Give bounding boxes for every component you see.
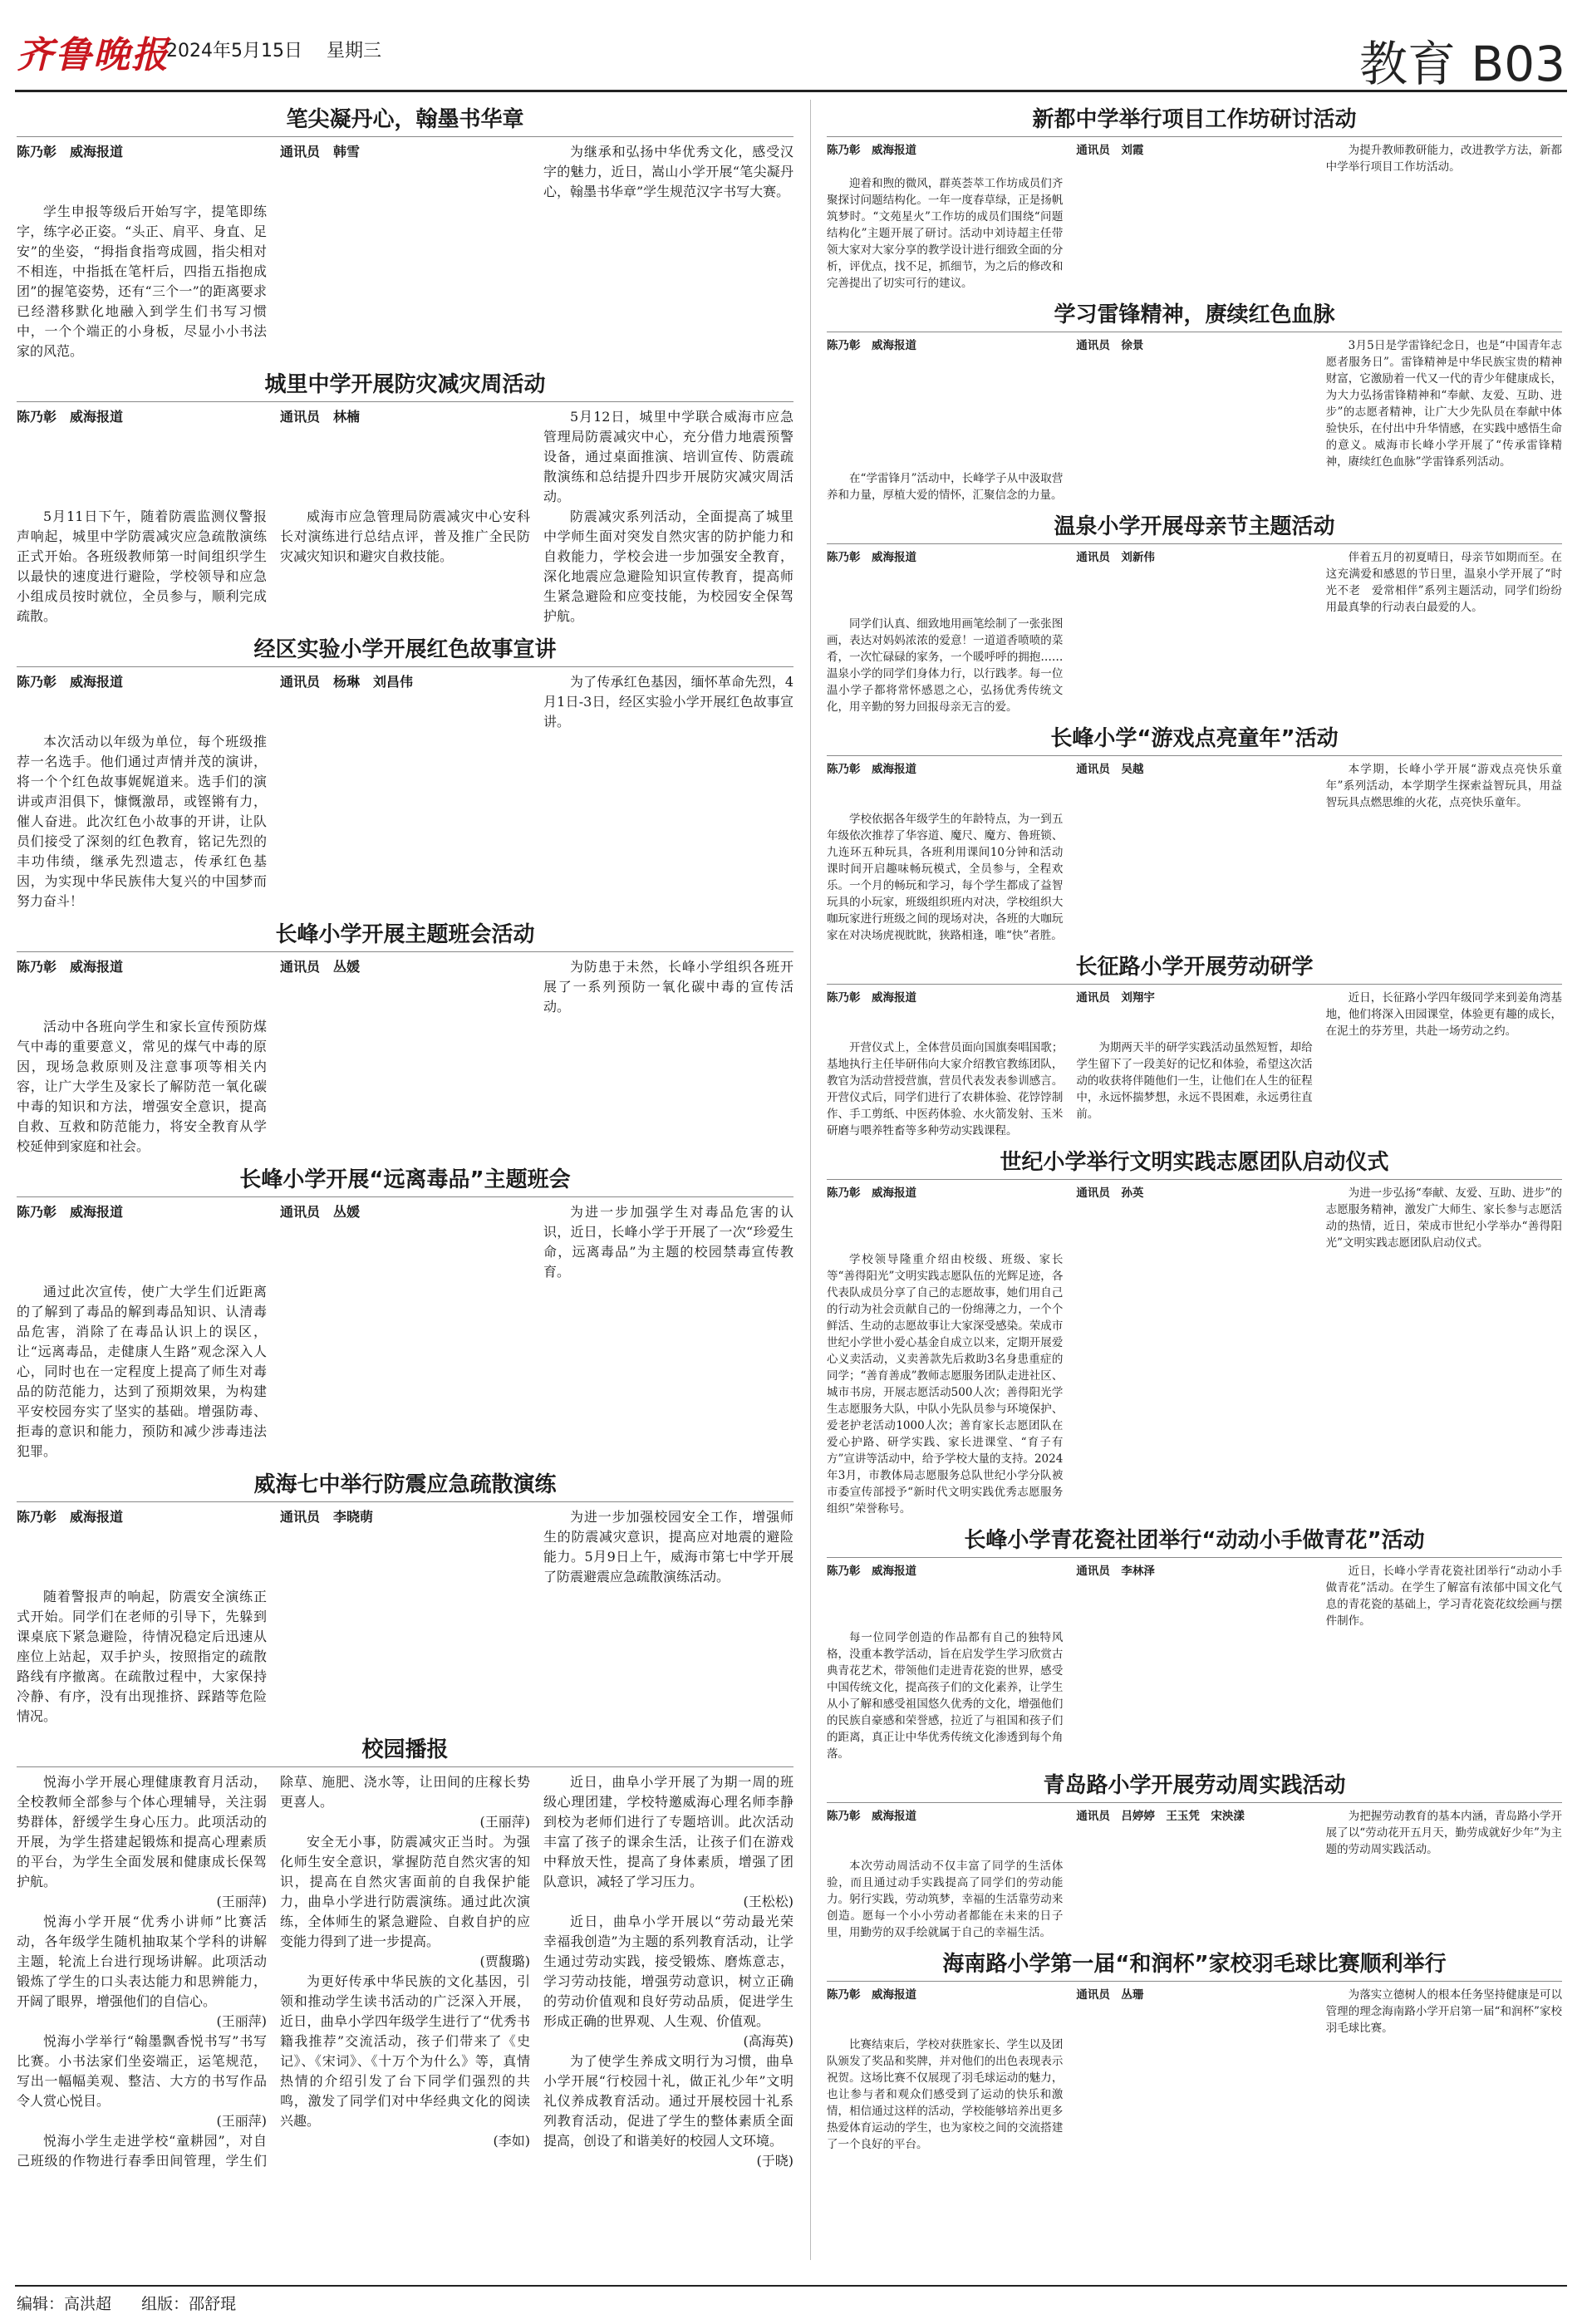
article bbox=[827, 1948, 1562, 2153]
article-title: 长峰小学开展“远离毒品”主题班会 bbox=[17, 1163, 793, 1197]
byline: 陈乃彰 威海报道 bbox=[827, 339, 916, 352]
paragraph: 5月12日，城里中学联合威海市应急管理局防震减灾中心，充分借力地震预警设备，通过桌面推演、培训宣传、防震疏散演练和总结提升四步开展防灾减灾周活动。 bbox=[543, 409, 793, 504]
note-item: 悦海小学举行“翰墨飘香悦书写”书写比赛。小书法家们坐姿端正，运笔规范，写出一幅幅美观、整洁、大方的书写作品令人赏心悦目。 bbox=[17, 2033, 267, 2109]
article-body bbox=[827, 1987, 1562, 2153]
article-title: 长征路小学开展劳动研学 bbox=[827, 951, 1562, 985]
note-item: 近日，曲阜小学开展以“劳动最光荣 幸福我创造”为主题的系列教育活动，让学生通过劳动实践，接受锻炼、磨炼意志，学习劳动技能，增强劳动意识，树立正确的劳动价值观和良好劳动品质，促进学生形成正确的世界观、人生观、价值观。 bbox=[543, 1914, 808, 2029]
article-body bbox=[17, 1202, 793, 1462]
article-title: 世纪小学举行文明实践志愿团队启动仪式 bbox=[827, 1146, 1562, 1180]
notes-body bbox=[17, 1772, 808, 2171]
byline: 陈乃彰 威海报道 bbox=[17, 1509, 124, 1525]
paragraph: 比赛结束后，学校对获胜家长、学生以及团队颁发了奖品和奖牌，并对他们的出色表现表示祝贺。这场比赛不仅展现了羽毛球运动的魅力，也让参与者和观众们感受到了运动的快乐和激情，相信通过这样的活动，学校能够培养出更多热爱体育运动的学生，也为家校之间的交流搭建了一个良好的平台。 bbox=[827, 2038, 1064, 2151]
campus-notes bbox=[17, 1733, 808, 2171]
paragraph: 为了传承红色基因，缅怀革命先烈，4月1日-3日，经区实验小学开展红色故事宣讲。 bbox=[543, 674, 793, 730]
article-title: 经区实验小学开展红色故事宣讲 bbox=[17, 633, 793, 667]
left-column bbox=[17, 103, 808, 2178]
byline: 陈乃彰 威海报道 bbox=[827, 144, 916, 157]
byline: 陈乃彰 威海报道 bbox=[827, 551, 916, 564]
note-author: (李如) bbox=[493, 2133, 530, 2149]
article bbox=[17, 1163, 793, 1462]
paragraph: 每一位同学创造的作品都有自己的独特风格，没重本教学活动，旨在启发学生学习欣赏古典青花艺术，带领他们走进青花瓷的世界，感受中国传统文化，提高孩子们的文化素养，让学生从小了解和感受祖国悠久优秀的文化，增强他们的民族自豪感和荣誉感，拉近了与祖国和孩子们的距离，真正让中华优秀传统文化渗透到每个角落。 bbox=[827, 1631, 1064, 1761]
note-item: 为更好传承中华民族的文化基因，引领和推动学生读书活动的广泛深入开展，近日，曲阜小学四年级学生进行了“优秀书籍我推荐”交流活动，孩子们带来了《史记》、《宋词》、《十万个为什么》等，真情热情的介绍引发了台下同学们强烈的共鸣，激发了同学们对中华经典文化的阅读兴趣。 bbox=[280, 1973, 530, 2129]
paragraph: 为进一步加强校园安全工作，增强师生的防震减灾意识，提高应对地震的避险能力。5月9日上午，威海市第七中学开展了防震避震应急疏散演练活动。 bbox=[543, 1509, 793, 1585]
paragraph: 伴着五月的初夏晴日，母亲节如期而至。在这充满爱和感恩的节日里，温泉小学开展了“时光不老 爱常相伴”系列主题活动，同学们纷纷用最真挚的行动表白最爱的人。 bbox=[1325, 551, 1562, 614]
note-author: (王丽萍) bbox=[216, 1894, 267, 1909]
byline: 陈乃彰 威海报道 bbox=[827, 1565, 916, 1578]
byline: 陈乃彰 威海报道 bbox=[827, 763, 916, 776]
column-divider bbox=[810, 100, 811, 2260]
article bbox=[17, 633, 793, 911]
byline: 陈乃彰 威海报道 bbox=[827, 991, 916, 1005]
byline: 通讯员 丛媛 bbox=[280, 1204, 361, 1220]
paragraph: 学校依据各年级学生的年龄特点，为一到五年级依次推荐了华容道、魔尺、魔方、鲁班锁、九连环五种玩具，各班利用课间10分钟和活动课时间开启趣味畅玩模式，全员参与，全程欢乐。一个月的畅玩和学习，每个学生都成了益智玩具的小玩家，班级组织班内对决，学校组织大咖玩家进行班级之间的现场对决，各班的大咖玩家在对决场虎视眈眈，狭路相逢，唯“快”者胜。 bbox=[827, 813, 1064, 942]
article-body bbox=[827, 1185, 1562, 1517]
paragraph: 迎着和煦的微风，群英荟萃工作坊成员们齐聚探讨问题结构化。一年一度春草绿，正是扬帆筑梦时。“文苑星火”工作坊的成员们围绕“问题结构化”主题开展了研讨。活动中刘诗超主任带领大家对大家分享的教学设计进行细致全面的分析，评优点，找不足，抓细节，为之后的修改和完善提出了切实可行的建议。 bbox=[827, 177, 1064, 290]
paragraph: 近日，长征路小学四年级同学来到姜角湾基地，他们将深入田园课堂，体验更有趣的成长，在泥土的芬芳里，共赴一场劳动之约。 bbox=[1325, 991, 1562, 1038]
byline: 通讯员 韩雪 bbox=[280, 144, 361, 160]
article-body bbox=[827, 142, 1562, 292]
paragraph: 为落实立德树人的根本任务坚持健康是可以管理的理念海南路小学开启第一届“和润杯”家校羽毛球比赛。 bbox=[1325, 1988, 1562, 2035]
paragraph: 为期两天半的研学实践活动虽然短暂，却给学生留下了一段美好的记忆和体验，希望这次活动的收获将伴随他们一生，让他们在人生的征程中，永远怀揣梦想，永远不畏困难，永远勇往直前。 bbox=[1076, 1041, 1313, 1121]
note-item: 悦海小学开展心理健康教育月活动，全校教师全部参与个体心理辅导，关注弱势群体，舒缓学生身心压力。此项活动的开展，为学生搭建起锻炼和提高心理素质的平台，为学生全面发展和健康成长保驾护航。 bbox=[17, 1774, 267, 1889]
article-body bbox=[827, 549, 1562, 715]
article-title: 长峰小学开展主题班会活动 bbox=[17, 918, 793, 952]
note-item: 近日，曲阜小学开展了为期一周的班级心理团建，学校特邀威海心理名师李静到校为老师们进行了专题培训。此次活动丰富了孩子的课余生活，让孩子们在游戏中释放天性，提高了身体素质，增强了团队意识，减轻了学习压力。 bbox=[543, 1774, 793, 1889]
article bbox=[827, 298, 1562, 504]
article bbox=[827, 510, 1562, 715]
article bbox=[827, 1524, 1562, 1762]
byline: 陈乃彰 威海报道 bbox=[827, 1988, 916, 2002]
article-title: 威海七中举行防震应急疏散演练 bbox=[17, 1468, 793, 1502]
byline: 陈乃彰 威海报道 bbox=[827, 1810, 916, 1823]
note-author: (于晓) bbox=[756, 2153, 793, 2169]
article bbox=[827, 103, 1562, 292]
article bbox=[827, 951, 1562, 1139]
paragraph: 近日，长峰小学青花瓷社团举行“动动小手做青花”活动。在学生了解富有浓郁中国文化气息的青花瓷的基础上，学习青花瓷花纹绘画与摆件制作。 bbox=[1325, 1565, 1562, 1628]
paragraph: 通过此次宣传，使广大学生们近距离的了解到了毒品的解到毒品知识、认清毒品危害，消除了在毒品认识上的误区，让“远离毒品，走健康人生路”观念深入人心，同时也在一定程度上提高了师生对毒品的防范能力，达到了预期效果，为构建平安校园夯实了坚实的基础。增强防毒、拒毒的意识和能力，预防和减少涉毒违法犯罪。 bbox=[17, 1284, 267, 1459]
article-title: 长峰小学青花瓷社团举行“动动小手做青花”活动 bbox=[827, 1524, 1562, 1558]
byline: 陈乃彰 威海报道 bbox=[17, 144, 124, 160]
article bbox=[827, 1146, 1562, 1517]
article bbox=[17, 918, 793, 1157]
article bbox=[827, 722, 1562, 944]
section-label: 教育 B03 bbox=[1358, 36, 1565, 92]
paragraph: 本次活动以年级为单位，每个班级推荐一名选手。他们通过声情并茂的演讲，将一个个红色故事娓娓道来。选手们的演讲或声泪俱下，慷慨激昂，或铿锵有力，催人奋进。此次红色小故事的开讲，让队员们接受了深刻的红色教育，铭记先烈的丰功伟绩，继承先烈遗志，传承红色基因，为实现中华民族伟大复兴的中国梦而努力奋斗！ bbox=[17, 734, 267, 909]
masthead bbox=[0, 0, 1582, 91]
note-item: 为了使学生养成文明行为习惯，曲阜小学开展“行校园十礼，做正礼少年”文明礼仪养成教育活动。通过开展校园十礼系列教育活动，促进了学生的整体素质全面提高，创设了和谐美好的校园人文环境。 bbox=[543, 2053, 793, 2149]
article-body bbox=[827, 337, 1562, 504]
footer-rule bbox=[15, 2285, 1567, 2287]
article bbox=[17, 1468, 793, 1727]
note-item: 安全无小事，防震减灾正当时。为强化师生安全意识，掌握防范自然灾害的知识，提高在自然灾害面前的自我保护能力，曲阜小学进行防震演练。通过此次演练，全体师生的紧急避险、自救自护的应变能力得到了进一步提高。 bbox=[280, 1834, 530, 1949]
article-title: 学习雷锋精神，赓续红色血脉 bbox=[827, 298, 1562, 332]
byline: 通讯员 林楠 bbox=[280, 409, 361, 425]
byline: 陈乃彰 威海报道 bbox=[17, 674, 124, 690]
note-author: (贾馥璐) bbox=[479, 1953, 530, 1969]
paragraph: 威海市应急管理局防震减灾中心安科长对演练进行总结点评，普及推广全民防灾减灾知识和避灾自救技能。 bbox=[280, 509, 530, 564]
byline: 通讯员 刘霞 bbox=[1076, 144, 1144, 157]
byline: 通讯员 刘新伟 bbox=[1076, 551, 1155, 564]
article-title: 校园播报 bbox=[17, 1733, 793, 1767]
byline: 通讯员 丛媛 bbox=[280, 959, 361, 975]
paragraph: 在“学雷锋月”活动中，长峰学子从中汲取营养和力量，厚植大爱的情怀，汇聚信念的力量。 bbox=[827, 472, 1064, 502]
article bbox=[17, 368, 793, 626]
article-title: 城里中学开展防灾减灾周活动 bbox=[17, 368, 793, 402]
byline: 通讯员 李晓萌 bbox=[280, 1509, 374, 1525]
byline: 陈乃彰 威海报道 bbox=[17, 959, 124, 975]
article bbox=[827, 1769, 1562, 1941]
byline: 通讯员 李林泽 bbox=[1076, 1565, 1155, 1578]
paragraph: 为继承和弘扬中华优秀文化，感受汉字的魅力，近日，嵩山小学开展“笔尖凝丹心，翰墨书华章”学生规范汉字书写大赛。 bbox=[543, 144, 793, 199]
article-body bbox=[827, 990, 1562, 1139]
paragraph: 防震减灾系列活动，全面提高了城里中学师生面对突发自然灾害的防护能力和自救能力，学校会进一步加强安全教育，深化地震应急避险知识宣传教育，提高师生紧急避险和应变技能，为校园安全保驾护航。 bbox=[543, 509, 793, 624]
editor-credit: 编辑：高洪超 bbox=[17, 2295, 112, 2313]
note-author: (高海英) bbox=[743, 2033, 793, 2049]
article-body bbox=[827, 761, 1562, 944]
layout-credit: 组版：邵舒琨 bbox=[141, 2295, 237, 2313]
article-title: 新都中学举行项目工作坊研讨活动 bbox=[827, 103, 1562, 137]
byline: 通讯员 杨琳 刘昌伟 bbox=[280, 674, 414, 690]
article-body bbox=[17, 142, 793, 361]
footer bbox=[17, 2292, 261, 2314]
note-author: (王丽萍) bbox=[479, 1814, 530, 1830]
article-title: 长峰小学“游戏点亮童年”活动 bbox=[827, 722, 1562, 756]
issue-date bbox=[166, 37, 400, 62]
paragraph: 为进一步弘扬“奉献、友爱、互助、进步”的志愿服务精神，激发广大师生、家长参与志愿活动的热情，近日，荣成市世纪小学举办“善得阳光”文明实践志愿团队启动仪式。 bbox=[1325, 1187, 1562, 1250]
paragraph: 5月11日下午，随着防震监测仪警报声响起，城里中学防震减灾应急疏散演练正式开始。各班级教师第一时间组织学生以最快的速度进行避险，学校领导和应急小组成员按时就位，全员参与，顺利完成疏散。 bbox=[17, 509, 267, 624]
note-author: (王丽萍) bbox=[216, 2013, 267, 2029]
paragraph: 本次劳动周活动不仅丰富了同学的生活体验，而且通过动手实践提高了同学们的劳动能力。躬行实践，劳动筑梦，幸福的生活靠劳动来创造。愿每一个小小劳动者都能在未来的日子里，用勤劳的双手绘就属于自己的幸福生活。 bbox=[827, 1860, 1064, 1939]
article-title: 海南路小学第一届“和润杯”家校羽毛球比赛顺利举行 bbox=[827, 1948, 1562, 1982]
article-body bbox=[17, 957, 793, 1157]
byline: 通讯员 丛珊 bbox=[1076, 1988, 1144, 2002]
byline: 通讯员 刘翔宇 bbox=[1076, 991, 1155, 1005]
right-column bbox=[827, 103, 1562, 2159]
byline: 陈乃彰 威海报道 bbox=[827, 1187, 916, 1200]
article-body bbox=[17, 672, 793, 911]
article-body bbox=[17, 1507, 793, 1727]
paragraph: 为把握劳动教育的基本内涵，青岛路小学开展了以“劳动花开五月天，勤劳成就好少年”为主题的劳动周实践活动。 bbox=[1325, 1810, 1562, 1856]
article-title: 青岛路小学开展劳动周实践活动 bbox=[827, 1769, 1562, 1803]
byline: 通讯员 吕婷婷 王玉凭 宋泱漾 bbox=[1076, 1810, 1245, 1823]
date-text: 2024年5月15日 bbox=[166, 41, 302, 61]
paragraph: 学生申报等级后开始写字，提笔即练字，练字必正姿。“头正、肩平、身直、足安”的坐姿，“拇指食指弯成圆，指尖相对不相连，中指抵在笔杆后，四指五指抱成团”的握笔姿势，还有“三个一”的距离要求已经潜移默化地融入到学生们书写习惯中，一个个端正的小身板，尽显小小书法家的风范。 bbox=[17, 204, 267, 359]
paragraph: 学校领导隆重介绍由校级、班级、家长等“善得阳光”文明实践志愿队伍的光辉足迹，各代表队成员分享了自己的志愿故事，她们用自己的行动为社会贡献自己的一份绵薄之力，一个个鲜活、生动的志愿故事让大家深受感染。荣成市世纪小学世小爱心基金自成立以来，定期开展爱心义卖活动，义卖善款先后救助3名身患重症的同学；“善育善成”教师志愿服务团队走进社区、城市书房，开展志愿活动500人次；善得阳光学生志愿服务大队，中队小先队员参与环境保护、爱老护老活动1000人次；善育家长志愿团队在爱心护路、研学实践、家长进课堂、“育子有方”宣讲等活动中，给予学校大量的支持。2024年3月，市教体局志愿服务总队世纪小学分队被市委宣传部授予“新时代文明实践优秀志愿服务组织”荣誉称号。 bbox=[827, 1253, 1064, 1516]
paragraph: 本学期，长峰小学开展“游戏点亮快乐童年”系列活动，本学期学生探索益智玩具，用益智玩具点燃思维的火花，点亮快乐童年。 bbox=[1325, 763, 1562, 809]
note-item: 悦海小学生走进学校“童耕园”，对自己班级的作物进行春季田间管理，学生们除草、施肥、浇水等，让田间的庄稼长势更喜人。 bbox=[17, 1774, 530, 2169]
paragraph: 为进一步加强学生对毒品危害的认识，近日，长峰小学于开展了一次“珍爱生命，远离毒品”为主题的校园禁毒宣传教育。 bbox=[543, 1204, 793, 1280]
paragraph: 开营仪式上，全体营员面向国旗奏唱国歌；基地执行主任毕研伟向大家介绍教官教练团队，教官为活动营授营旗，营员代表发表参训感言。开营仪式后，同学们进行了农耕体验、花饽饽制作、手工剪纸、中医药体验、水火箭发射、玉米研磨与喂养牲畜等多种劳动实践课程。 bbox=[827, 1041, 1064, 1137]
paragraph: 活动中各班向学生和家长宣传预防煤气中毒的重要意义，常见的煤气中毒的原因，现场急救原则及注意事项等相关内容，让广大学生及家长了解防范一氧化碳中毒的知识和方法，增强安全意识，提高自救、互救和防范能力，将安全教育从学校延伸到家庭和社会。 bbox=[17, 1019, 267, 1154]
article-title: 温泉小学开展母亲节主题活动 bbox=[827, 510, 1562, 544]
note-item: 悦海小学开展“优秀小讲师”比赛活动，各年级学生随机抽取某个学科的讲解主题，轮流上台进行现场讲解。此项活动锻炼了学生的口头表达能力和思辨能力，开阔了眼界，增强他们的自信心。 bbox=[17, 1914, 267, 2009]
byline: 陈乃彰 威海报道 bbox=[17, 409, 124, 425]
paragraph: 为提升教师教研能力，改进教学方法，新都中学举行项目工作坊活动。 bbox=[1325, 144, 1562, 174]
byline: 通讯员 徐景 bbox=[1076, 339, 1144, 352]
note-author: (王丽萍) bbox=[216, 2113, 267, 2129]
article-body bbox=[827, 1563, 1562, 1762]
paragraph: 3月5日是学雷锋纪念日，也是“中国青年志愿者服务日”。雷锋精神是中华民族宝贵的精神财富，它激励着一代又一代的青少年健康成长，为大力弘扬雷锋精神和“奉献、友爱、互助、进步”的志愿者精神，让广大少先队员在奉献中体验快乐，在付出中升华情感，在实践中感悟生命的意义。威海市长峰小学开展了“传承雷锋精神，赓续红色血脉”学雷锋系列活动。 bbox=[1325, 339, 1562, 469]
paragraph: 随着警报声的响起，防震安全演练正式开始。同学们在老师的引导下，先躲到课桌底下紧急避险，待情况稳定后迅速从座位上站起，双手护头，按照指定的疏散路线有序撤离。在疏散过程中，大家保持冷静、有序，没有出现推挤、踩踏等危险情况。 bbox=[17, 1589, 267, 1724]
masthead-rule bbox=[15, 90, 1567, 92]
article-title: 笔尖凝丹心，翰墨书华章 bbox=[17, 103, 793, 137]
article-body bbox=[17, 407, 793, 626]
weekday-text: 星期三 bbox=[326, 41, 381, 61]
byline: 陈乃彰 威海报道 bbox=[17, 1204, 124, 1220]
paragraph: 为防患于未然，长峰小学组织各班开展了一系列预防一氧化碳中毒的宣传活动。 bbox=[543, 959, 793, 1015]
article bbox=[17, 103, 793, 361]
paragraph: 同学们认真、细致地用画笔绘制了一张张图画，表达对妈妈浓浓的爱意！一道道香喷喷的菜肴，一次忙碌碌的家务，一个暖呼呼的拥抱……温泉小学的同学们身体力行，以行践孝。每一位温小学子都将常怀感恩之心，弘扬优秀传统文化，用辛勤的努力回报母亲无言的爱。 bbox=[827, 617, 1064, 714]
article-body bbox=[827, 1808, 1562, 1941]
byline: 通讯员 吴越 bbox=[1076, 763, 1144, 776]
note-author: (王松松) bbox=[743, 1894, 793, 1909]
newspaper-logo: 齐鲁晚报 bbox=[17, 34, 170, 76]
byline: 通讯员 孙英 bbox=[1076, 1187, 1144, 1200]
